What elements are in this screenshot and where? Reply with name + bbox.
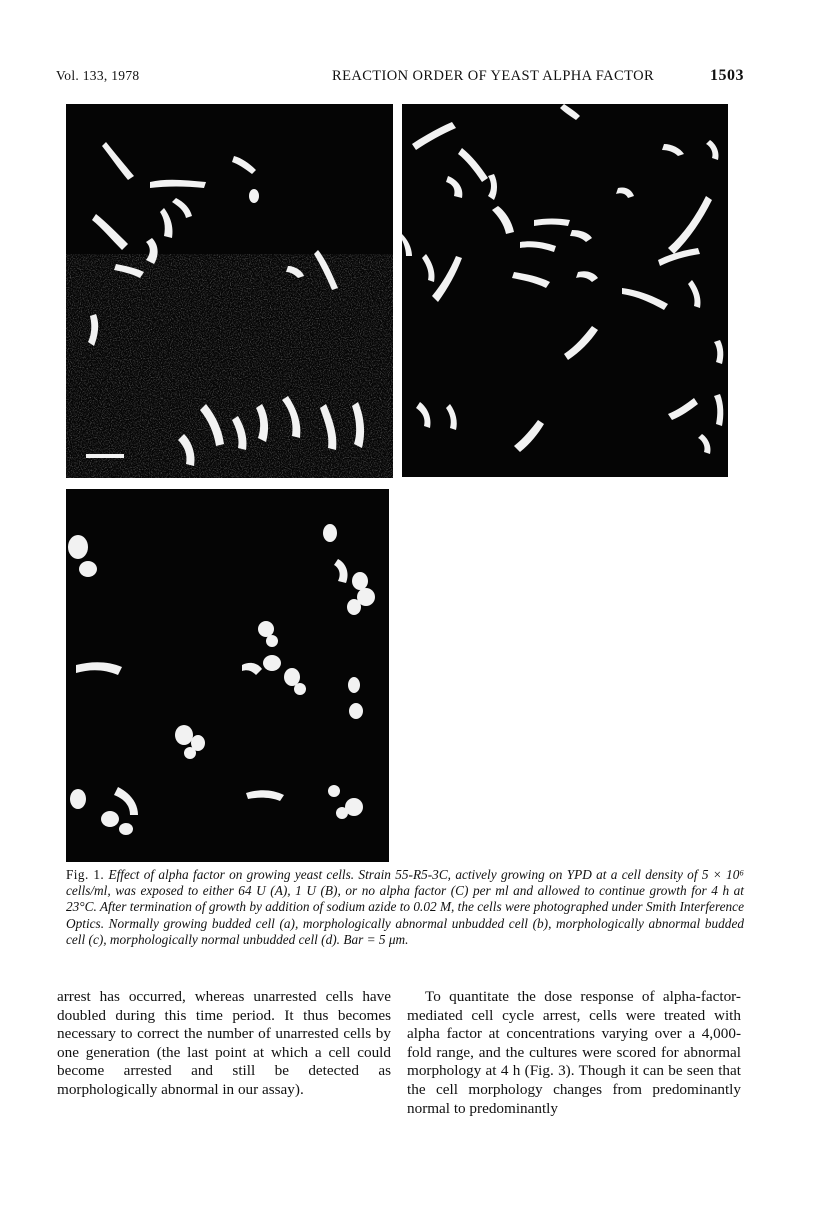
body-column-right — [407, 988, 741, 1118]
panel-a-cells — [66, 104, 393, 478]
figure-label: Fig. 1. — [66, 867, 105, 882]
paragraph-right: To quantitate the dose response of alpha-factor-mediated cell cycle arrest, cells were treated with alpha factor at concentrations varying over a 4,000-fold range, and the cultures were scored for abnormal morphology at 4 h (Fig. 3). Though it can be seen that the cell morphology changes from predominantly normal to predominantly — [407, 988, 741, 1117]
micrograph-panel-a — [66, 104, 393, 478]
body-column-left — [57, 988, 391, 1100]
page-number: 1503 — [710, 67, 744, 84]
micrograph-panel-c — [66, 489, 389, 862]
journal-volume: Vol. 133, 1978 — [56, 68, 140, 83]
figure-caption — [66, 867, 744, 948]
panel-c-cells — [66, 489, 389, 862]
running-title: REACTION ORDER OF YEAST ALPHA FACTOR — [332, 68, 655, 84]
panel-b-cells — [402, 104, 728, 477]
paragraph-left: arrest has occurred, whereas unarrested cells have doubled during this time period. It thus becomes necessary to correct the number of unarrested cells by one generation (the last point at which a cell could become arrested and still be detected as morphologically abnormal in our assay). — [57, 988, 391, 1098]
running-header — [56, 68, 744, 90]
figure-caption-text: Effect of alpha factor on growing yeast cells. Strain 55-R5-3C, actively growing on YPD at a cell density of 5 × 10⁶ cells/ml, was exposed to either 64 U (A), 1 U (B), or no alpha factor (C) per ml and allowed to continue growth for 4 h at 23°C. After termination of growth by addition of sodium azide to 0.02 M, the cells were photographed under Smith Interference Optics. Normally growing budded cell (a), morphologically abnormal unbudded cell (b), morphologically abnormal budded cell (c), morphologically normal unbudded cell (d). Bar = 5 μm. — [66, 867, 744, 947]
micrograph-panel-b — [402, 104, 728, 477]
